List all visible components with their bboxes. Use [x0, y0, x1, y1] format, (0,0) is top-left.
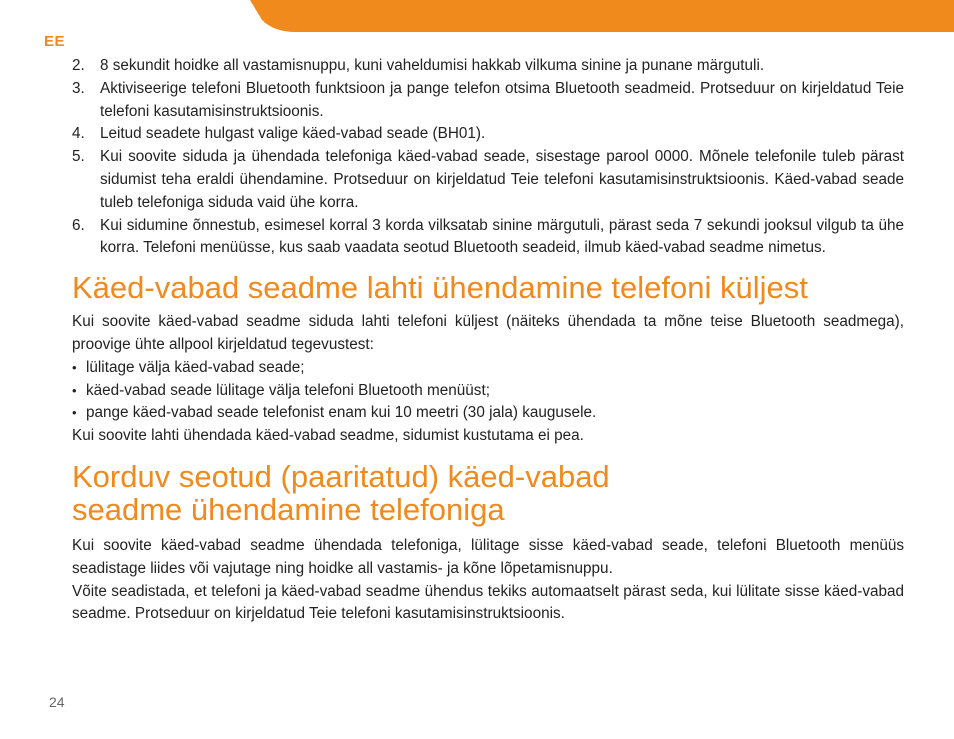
bullet-icon: • [72, 382, 77, 398]
list-item [72, 78, 904, 124]
header-orange-band [0, 0, 954, 32]
page-content [72, 55, 904, 626]
bullet-text: käed-vabad seade lülitage välja telefoni Bluetooth menüüst; [86, 381, 490, 399]
bullet-text: pange käed-vabad seade telefonist enam kui 10 meetri (30 jala) kaugusele. [86, 404, 597, 422]
list-item [72, 146, 904, 214]
step-text: Kui soovite siduda ja ühendada telefoniga käed-vabad seade, sisestage parool 0000. Mõnele telefonile tuleb pärast sidumist teha eraldi ühendamine. Protseduur on kirjeldatud Teie telefoni kasutamisinstruktsioonis. Käed-vabad seade tuleb telefoniga siduda vaid ühe korra. [100, 148, 904, 211]
list-item [72, 123, 904, 146]
section-intro-paragraph: Kui soovite käed-vabad seadme siduda lahti telefoni küljest (näiteks ühendada ta mõne teise Bluetooth seadmega), proovige ühte allpool kirjeldatud tegevustest: [72, 313, 904, 353]
step-text: Leitud seadete hulgast valige käed-vabad seade (BH01). [100, 125, 486, 143]
list-item [72, 55, 904, 78]
step-text: Kui sidumine õnnestub, esimesel korral 3 korda vilksatab sinine märgutuli, pärast seda 7 sekundi jooksul vilgub ta ühe korra. Telefoni menüüsse, kus saab vaadata seotud Bluetooth seadeid, ilmub käed-vabad seadme nimetus. [100, 216, 904, 257]
list-item [72, 402, 904, 425]
heading-line-2: seadme ühendamine telefoniga [72, 491, 505, 527]
section-outro-paragraph: Kui soovite lahti ühendada käed-vabad seadme, sidumist kustutama ei pea. [72, 427, 584, 445]
bullet-icon: • [72, 405, 77, 421]
list-item [72, 380, 904, 403]
bullet-icon: • [72, 359, 77, 375]
pairing-steps-list [72, 55, 904, 260]
step-text: 8 sekundit hoidke all vastamisnuppu, kuni vaheldumisi hakkab vilkuma sinine ja punane märgutuli. [100, 57, 765, 74]
language-code: EE [44, 33, 66, 50]
step-number: 5. [72, 148, 85, 166]
section-heading-reconnect [72, 460, 904, 526]
reconnect-paragraph-1: Kui soovite käed-vabad seadme ühendada telefoniga, lülitage sisse käed-vabad seade, telefoni Bluetooth menüüs seadistage liides või vajutage ning hoidke all vastamis- ja kõne lõpetamisnuppu. [72, 536, 904, 577]
step-number: 3. [72, 79, 85, 97]
list-item [72, 357, 904, 380]
step-number: 6. [72, 216, 85, 234]
list-item [72, 215, 904, 261]
step-number: 2. [72, 57, 85, 74]
step-text: Aktiviseerige telefoni Bluetooth funktsioon ja pange telefon otsima Bluetooth seadmeid. Protseduur on kirjeldatud Teie telefoni kasutamisinstruktsioonis. [100, 79, 904, 120]
section-heading-disconnect: Käed-vabad seadme lahti ühendamine telefoni küljest [72, 270, 808, 306]
reconnect-paragraph-2: Võite seadistada, et telefoni ja käed-vabad seadme ühendus tekiks automaatselt pärast seda, kui lülitate sisse käed-vabad seadme. Protseduur on kirjeldatud Teie telefoni kasutamisinstruktsioonis. [72, 582, 904, 623]
page-number: 24 [49, 694, 65, 710]
bullet-text: lülitage välja käed-vabad seade; [86, 358, 305, 376]
heading-line-1: Korduv seotud (paaritatud) käed-vabad [72, 458, 610, 494]
step-number: 4. [72, 125, 85, 143]
disconnect-options-list [72, 357, 904, 425]
